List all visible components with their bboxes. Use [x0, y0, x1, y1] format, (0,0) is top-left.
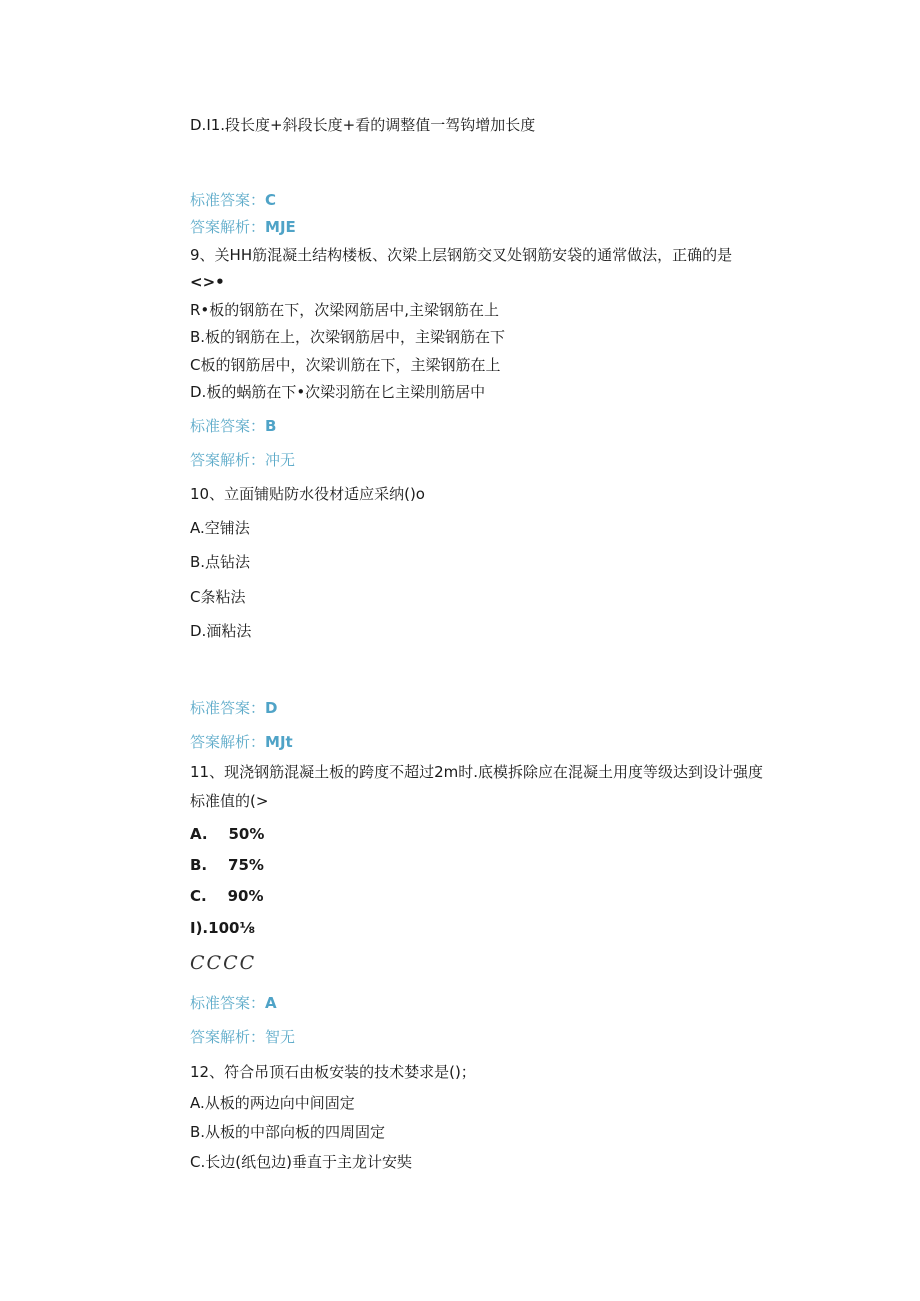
- option-d-q8: D.I1.段长度+斜段长度+看的调整值一驾钩增加长度: [190, 116, 536, 134]
- answer-explanation-q10: [190, 732, 293, 752]
- explanation-value: MJt: [265, 733, 293, 751]
- explanation-label: 答案解析：: [190, 733, 266, 751]
- option-d-q11: I).100⅛: [190, 919, 255, 937]
- standard-answer-q8: [190, 190, 276, 210]
- question-9-line-2: <>•: [190, 273, 225, 291]
- explanation-label: 答案解析：: [190, 451, 266, 469]
- question-10: 10、立面铺贴防水役材适应采纳()o: [190, 485, 425, 503]
- question-12: 12、符合吊顶石由板安装的技术婪求是()；: [190, 1063, 476, 1081]
- option-b-q10: B.点钻法: [190, 553, 251, 571]
- answer-explanation-q11: [190, 1027, 295, 1047]
- handwritten-marks: CCCC: [190, 952, 257, 974]
- option-d-q9: D.板的蜗筋在下•次梁羽筋在匕主梁刖筋居中: [190, 383, 486, 401]
- question-11-line-1: 11、现浇钢筋混凝土板的跨度不超过2m时.底模拆除应在混凝土用度等级达到设计强度: [190, 763, 764, 781]
- answer-explanation-q8: [190, 217, 296, 237]
- answer-value: A: [265, 994, 277, 1012]
- option-c-q10: C条粘法: [190, 588, 246, 606]
- option-a-q12: A.从板的两边向中间固定: [190, 1094, 355, 1112]
- standard-answer-q11: [190, 993, 277, 1013]
- option-c-q9: C板的钢筋居中，次梁训筋在下，主梁钢筋在上: [190, 356, 501, 374]
- answer-value: C: [265, 191, 277, 209]
- answer-label: 标准答案：: [190, 699, 266, 717]
- standard-answer-q10: [190, 698, 277, 718]
- option-c-q12: C.长边(纸包边)垂直于主龙计安奘: [190, 1153, 412, 1171]
- standard-answer-q9: [190, 416, 276, 436]
- explanation-label: 答案解析：: [190, 218, 266, 236]
- explanation-label: 答案解析：: [190, 1028, 266, 1046]
- answer-value: D: [265, 699, 278, 717]
- explanation-value: MJE: [265, 218, 296, 236]
- answer-value: B: [265, 417, 277, 435]
- option-a-q10: A.空铺法: [190, 519, 250, 537]
- option-b-q12: B.从板的中部向板的四周固定: [190, 1123, 386, 1141]
- option-c-q11: C. 90%: [190, 887, 264, 905]
- answer-label: 标准答案：: [190, 191, 266, 209]
- option-b-q9: B.板的钢筋在上，次梁钢筋居中，主梁钢筋在下: [190, 328, 506, 346]
- question-9-line-1: 9、关HH筋混凝土结构楼板、次梁上层钢筋交叉处钢筋安袋的通常做法，正确的是: [190, 246, 733, 264]
- option-a-q9: R•板的钢筋在下，次梁网筋居中,主梁钢筋在上: [190, 301, 500, 319]
- option-d-q10: D.湎粘法: [190, 622, 252, 640]
- explanation-value: 冲无: [265, 451, 296, 469]
- answer-label: 标准答案：: [190, 417, 266, 435]
- option-a-q11: A. 50%: [190, 825, 265, 843]
- explanation-value: 智无: [265, 1028, 296, 1046]
- answer-explanation-q9: [190, 450, 295, 470]
- question-11-line-2: 标准值的(>: [190, 792, 269, 810]
- option-b-q11: B. 75%: [190, 856, 264, 874]
- answer-label: 标准答案：: [190, 994, 266, 1012]
